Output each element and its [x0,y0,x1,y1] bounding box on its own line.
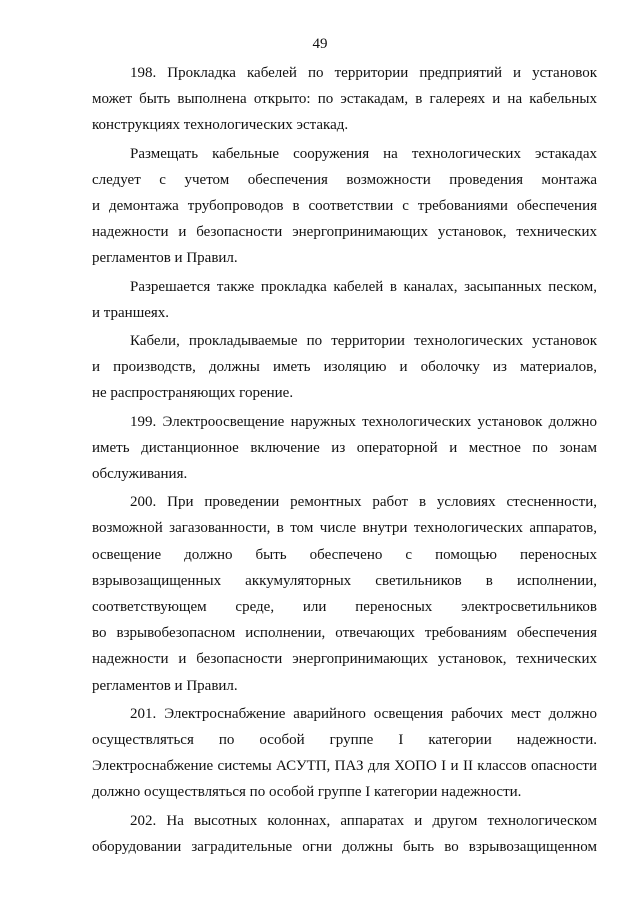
text-line: надежности и безопасности энергопринимающих установок, технических [92,224,597,241]
text-line: и траншеях. [92,304,170,321]
text-line: 202. На высотных колоннах, аппаратах и другом технологическом [130,812,597,829]
text-line: осуществляться по особой группе I категории надежности. [92,732,597,749]
paragraph-cable-insulation [92,328,597,407]
text-line: 198. Прокладка кабелей по территории предприятий и установок [130,65,597,81]
text-line: следует с учетом обеспечения возможности проведения монтажа [92,171,597,188]
text-line: надежности и безопасности энергопринимающих установок, технических [92,651,597,668]
text-line: возможной загазованности, в том числе внутри технологических аппаратов, [92,520,597,537]
text-line: может быть выполнена открыто: по эстакадам, в галереях и на кабельных [92,91,597,108]
text-line: регламентов и Правил. [92,677,238,694]
text-line: не распространяющих горение. [92,385,294,402]
text-line: иметь дистанционное включение из операторной и местное по зонам [92,439,597,456]
text-line: соответствующем среде, или переносных электросветильников [92,599,597,616]
paragraph-cable-channels [92,274,597,326]
text-line: Размещать кабельные сооружения на технологических эстакадах [130,145,597,162]
text-line: конструкциях технологических эстакад. [92,117,349,134]
text-line: Электроснабжение системы АСУТП, ПАЗ для ХОПО I и II классов опасности [92,758,597,775]
text-line: оборудовании заградительные огни должны быть во взрывозащищенном [92,838,597,855]
text-line: и демонтажа трубопроводов в соответствии с требованиями обеспечения [92,198,597,215]
text-line: освещение должно быть обеспечено с помощью переносных [92,546,597,563]
text-line: 199. Электроосвещение наружных технологических установок должно [130,413,597,430]
text-line: регламентов и Правил. [92,250,238,267]
paragraph-201 [92,701,597,806]
text-line: 200. При проведении ремонтных работ в условиях стесненности, [130,494,597,511]
paragraph-cable-structures [92,141,597,272]
text-line: Кабели, прокладываемые по территории технологических установок [130,333,597,350]
text-line: во взрывобезопасном исполнении, отвечающих требованиям обеспечения [92,625,597,642]
paragraph-200 [92,489,597,699]
paragraph-199 [92,409,597,488]
paragraph-202 [92,808,597,860]
text-line: должно осуществляться по особой группе I категории надежности. [92,784,522,801]
page-number: 49 [312,36,328,52]
text-line: взрывозащищенных аккумуляторных светильников в исполнении, [92,572,597,589]
document-body [92,60,597,860]
text-line: и производств, должны иметь изоляцию и оболочку из материалов, [92,359,597,376]
paragraph-198 [92,60,597,139]
text-line: Разрешается также прокладка кабелей в каналах, засыпанных песком, [130,278,597,295]
text-line: обслуживания. [92,466,188,483]
text-line: 201. Электроснабжение аварийного освещения рабочих мест должно [130,705,597,722]
